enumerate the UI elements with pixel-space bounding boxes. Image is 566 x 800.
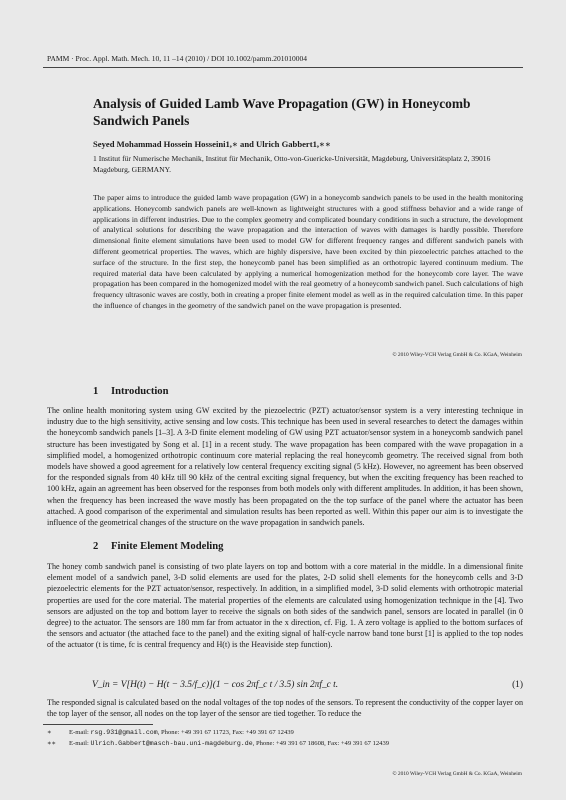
- section-1-heading: [93, 386, 169, 397]
- abstract: The paper aims to introduce the guided lamb wave propagation (GW) in a honeycomb sandwich panels to be used in the health monitoring applications. Honeycomb sandwich panels are well-known as lightweight structures with a good stiffness behavior and a wide range of applications in different industries. Due to the complex geometry and complicated boundary conditions in such a structure, the development of analytical solutions for describing the wave propagation and the interaction of waves with damages is hardly possible. Therefore dimensional finite element simulations have been used to model GW for different frequency ranges and different sandwich panels with different geometrical properties. The waves, which are highly dispersive, have been excited by thin piezoelectric patches attached to the surface of the structure. In the first step, the honeycomb panel has been simplified as an orthotropic layered continuum medium. The required material data have been calculated by applying a numerical homogenization method for the honeycomb core layer. The wave propagation has been compared in the homogenized model with the real geometry of a honeycomb sandwich panel. Such calculations of high frequency ultrasonic waves are costly, both in creating a proper finite element model as well as in the required calculation time. In this paper the influence of changes in the geometry of the sandwich panel on the wave propagation is presented.: [93, 193, 523, 310]
- author-list: Seyed Mohammad Hossein Hosseini1,∗ and Ulrich Gabbert1,∗∗: [93, 139, 331, 149]
- header-rule: [43, 67, 523, 68]
- running-header: PAMM · Proc. Appl. Math. Mech. 10, 11 –14 (2010) / DOI 10.1002/pamm.201010004: [47, 54, 308, 63]
- section-title: Finite Element Modeling: [111, 541, 224, 552]
- footnote-2: ∗∗ E-mail: Ulrich.Gabbert@masch-bau.uni-magdeburg.de, Phone: +49 391 67 18608, Fax: +49 391 67 12439: [47, 740, 390, 747]
- section-number: 2: [93, 541, 99, 552]
- equation-number: (1): [512, 680, 523, 690]
- section-number: 1: [93, 386, 99, 397]
- footnote-rule: [43, 724, 153, 725]
- section-1-body: The online health monitoring system using GW excited by the piezoelectric (PZT) actuator/sensor system is a very interesting technique in industry due to the high sensitivity, active sensing and low costs. This technique has been used in several researches to detect the damages within the honeycomb sandwich panels [1–3]. A 3-D finite element modeling of GW using PZT actuator/sensor system in a honeycomb sandwich panel structure has been investigated by Song et al. [1] in a recent study. The wave propagation has been compared with the wave propagation in a simplified model, a homogenized orthotropic continuum core material replacing the real honeycomb geometry. The received signal from both models have showed a good agreement for a relatively low centeral frequency exciting signal (5 kHz). However, no agreement has been observed for the responded signals from 40 kHz till 90 kHz of the central exciting signal frequency, but when the exciting frequency has been reached to 100 kHz, again an agreement has been observed for the responses from both models only with different amplitudes. In addition, it has been shown, when the frequency has been increased the wave mostly has been propagated on the the top surface of the panel where the actuator has been attached. A good comparison of the experimental and simulation results has been reported as well. Within this paper our aim is to investigate the influence of the geometrical changes of the structure on the wave propagation in sandwich panels.: [47, 406, 523, 528]
- email-link[interactable]: Ulrich.Gabbert@masch-bau.uni-magdeburg.de: [90, 740, 253, 747]
- paper-title: Analysis of Guided Lamb Wave Propagation (GW) in Honeycomb Sandwich Panels: [93, 96, 471, 128]
- copyright-footer: © 2010 Wiley-VCH Verlag GmbH & Co. KGaA, Weinheim: [392, 771, 522, 777]
- section-2-heading: [93, 541, 223, 552]
- email-link[interactable]: rsg.931@gmail.com: [90, 729, 158, 736]
- footnote-mark: ∗: [47, 729, 52, 736]
- equation-body: V_in = V[H(t) − H(t − 3.5/f_c)](1 − cos 2πf_c t / 3.5) sin 2πf_c t.: [92, 680, 339, 690]
- section-2-body-continued: The responded signal is calculated based on the nodal voltages of the top nodes of the sensors. To represent the conductivity of the copper layer on the top layer of the sensor, all nodes on the top layer of the sensor are tied together. To reduce the: [47, 698, 523, 719]
- copyright-notice: © 2010 Wiley-VCH Verlag GmbH & Co. KGaA, Weinheim: [392, 352, 522, 358]
- section-2-body: The honey comb sandwich panel is consisting of two plate layers on top and bottom with a core material in the middle. In a dimensional finite element model of a sandwich panel, 3-D solid elements are used for the plates, 2-D solid shell elements for the honeycomb cells and 3-D piezoelectric elements for the PZT actuator/sensor, respectively. In addition, in a simplified model, 3-D solid elements with orthotropic material properties are used for the core material. The material properties of the elements are calculated using homogenization technique in the [4]. Two sensors are adjusted on the top and bottom layer to receive the signals on both sides of the sandwich panel, sensors are located in parallel (in 0 degree) to the actuator. The sensors are 180 mm far from actuator in the x direction, cf. Fig. 1. A zero voltage is applied to the bottom surfaces of the sensors and actuator (the attached face to the panel) and the exiting signal of half-cycle narrow band tone burst [1] is applied to the top nodes of the actuator (t is time, fc is central frequency and H(t) is the Heaviside step function).: [47, 562, 523, 650]
- section-title: Introduction: [111, 386, 169, 397]
- footnote-1: ∗ E-mail: rsg.931@gmail.com, Phone: +49 391 67 11723, Fax: +49 391 67 12439: [47, 729, 294, 736]
- footnote-mark: ∗∗: [47, 740, 56, 747]
- affiliation: 1 Institut für Numerische Mechanik, Institut für Mechanik, Otto-von-Guericke-Universität, Magdeburg, Universitätsplatz 2, 39016 Magdeburg, GERMANY.: [93, 154, 491, 174]
